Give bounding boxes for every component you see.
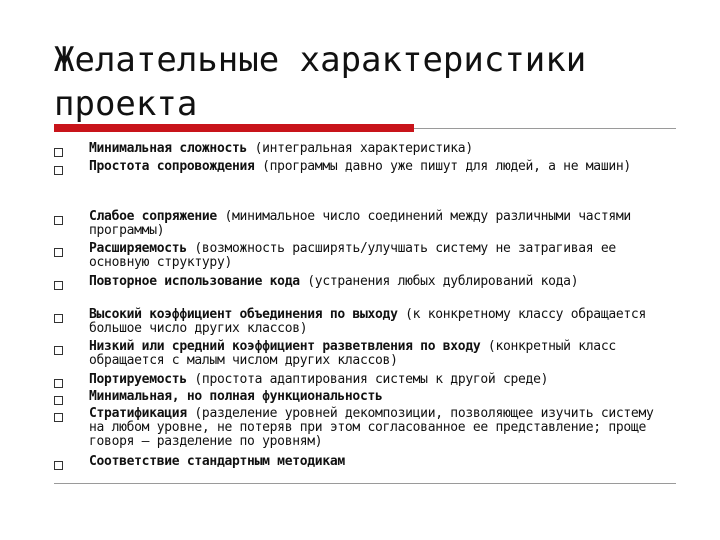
square-bullet-icon [54, 166, 63, 175]
square-bullet-icon [54, 346, 63, 355]
square-bullet-icon [54, 461, 63, 470]
list-item-text: Минимальная сложность (интегральная характеристика) [89, 141, 473, 156]
square-bullet-icon [54, 379, 63, 388]
list-item-text: Простота сопровождения (программы давно уже пишут для людей, а не машин) [89, 159, 631, 174]
list-item-text: Низкий или средний коэффициент разветвления по входу (конкретный класс обращается с малым числом других классов) [89, 339, 616, 368]
list-item-text: Повторное использование кода (устранения любых дублирований кода) [89, 274, 579, 289]
list-item-text: Стратификация (разделение уровней декомпозиции, позволяющее изучить систему на любом уровне, не потеряв при этом согласованное ее представление; проще говоря – разделение по уровням) [89, 406, 654, 449]
slide-title [54, 38, 674, 126]
list-item-text: Соответствие стандартным методикам [89, 454, 345, 469]
square-bullet-icon [54, 413, 63, 422]
bottom-divider [54, 483, 676, 484]
list-item-text: Портируемость (простота адаптирования системы к другой среде) [89, 372, 549, 387]
square-bullet-icon [54, 281, 63, 290]
list-item-text: Высокий коэффициент объединения по выходу (к конкретному классу обращается большое число других классов) [89, 307, 646, 336]
title-line-2: проекта [54, 84, 198, 124]
square-bullet-icon [54, 216, 63, 225]
square-bullet-icon [54, 148, 63, 157]
list-item-text: Расширяемость (возможность расширять/улучшать систему не затрагивая ее основную структуру) [89, 241, 616, 270]
square-bullet-icon [54, 314, 63, 323]
title-accent-bar [54, 124, 414, 132]
square-bullet-icon [54, 248, 63, 257]
list-item-text: Слабое сопряжение (минимальное число соединений между различными частями программы) [89, 209, 631, 238]
list-item-text: Минимальная, но полная функциональность [89, 389, 383, 404]
title-line-1: Желательные характеристики [54, 40, 587, 80]
square-bullet-icon [54, 396, 63, 405]
